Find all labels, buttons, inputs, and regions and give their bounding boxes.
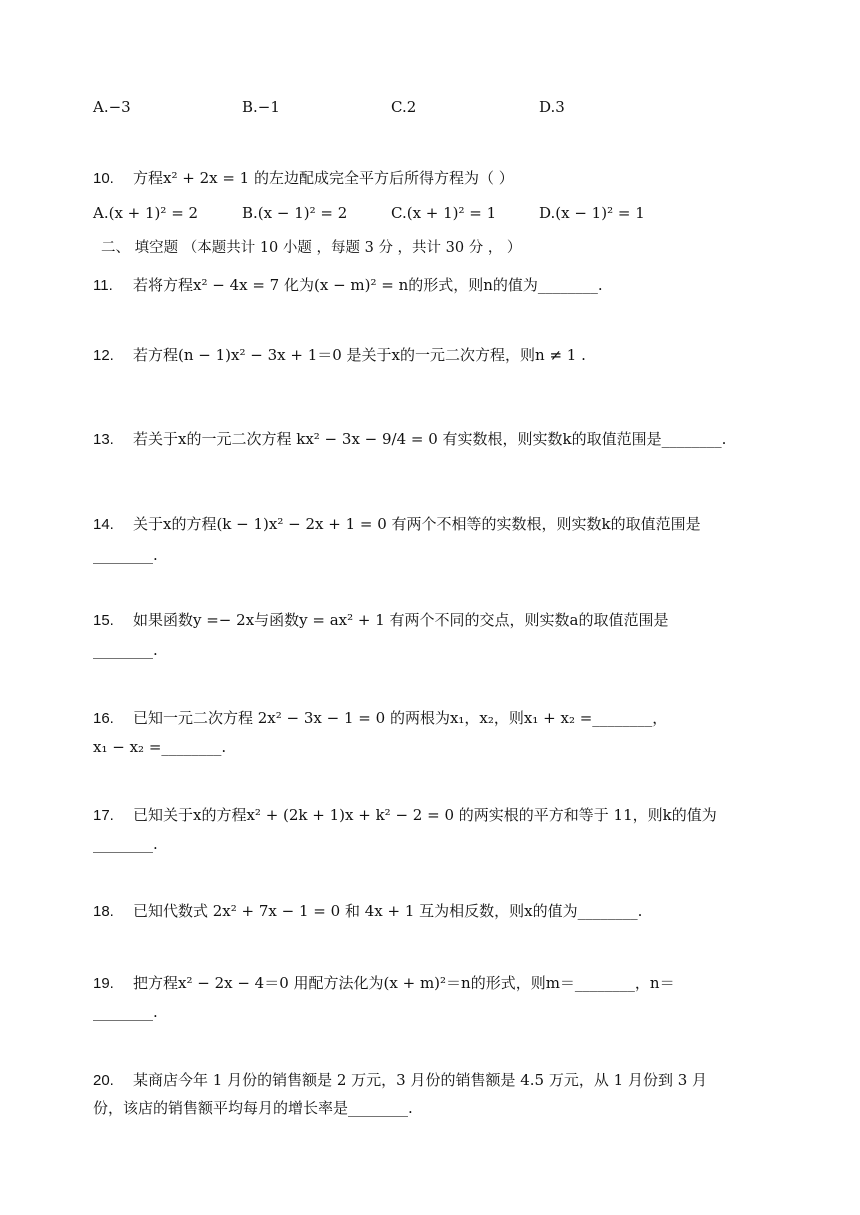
question-19 [93, 973, 675, 994]
question-number: 20. [93, 1072, 114, 1089]
q10-option-d: D.(x − 1)² = 1 [539, 204, 645, 222]
question-text: 方程x² + 2x = 1 的左边配成完全平方后所得方程为（ ） [133, 169, 514, 187]
q10-option-a: A.(x + 1)² = 2 [93, 204, 199, 222]
q9-option-d: D.3 [539, 98, 565, 116]
question-20-line-2: 份，该店的销售额平均每月的增长率是________. [93, 1099, 413, 1117]
question-number: 12. [93, 347, 114, 364]
question-text: 把方程x² − 2x − 4＝0 用配方法化为(x + m)²＝n的形式，则m＝________，n＝ [133, 974, 675, 992]
question-text: 关于x的方程(k − 1)x² − 2x + 1 = 0 有两个不相等的实数根，则实数k的取值范围是 [133, 515, 701, 533]
question-11 [93, 275, 603, 296]
question-number: 17. [93, 807, 114, 824]
question-text: 已知关于x的方程x² + (2k + 1)x + k² − 2 = 0 的两实根的平方和等于 11，则k的值为 [133, 806, 717, 824]
question-18 [93, 901, 642, 922]
q9-option-a: A.−3 [93, 98, 131, 116]
question-text: 已知代数式 2x² + 7x − 1 = 0 和 4x + 1 互为相反数，则x的值为________. [133, 902, 643, 920]
question-19-line-2: ________. [93, 1003, 158, 1021]
question-text: 如果函数y =− 2x与函数y = ax² + 1 有两个不同的交点，则实数a的取值范围是 [133, 611, 669, 629]
q9-option-b: B.−1 [242, 98, 280, 116]
question-16-line-2: x₁ − x₂ =________. [93, 738, 227, 756]
question-number: 19. [93, 975, 114, 992]
question-17 [93, 805, 717, 826]
question-20 [93, 1070, 707, 1091]
question-15-line-2: ________. [93, 641, 158, 659]
question-12 [93, 345, 586, 366]
question-text: 某商店今年 1 月份的销售额是 2 万元，3 月份的销售额是 4.5 万元，从 1 月份到 3 月 [133, 1071, 708, 1089]
q9-option-c: C.2 [391, 98, 417, 116]
q10-option-c: C.(x + 1)² = 1 [391, 204, 497, 222]
question-text: 若方程(n − 1)x² − 3x + 1＝0 是关于x的一元二次方程，则n ≠ 1 . [133, 346, 586, 364]
question-14 [93, 514, 701, 535]
question-text: 若关于x的一元二次方程 kx² − 3x − 9/4 = 0 有实数根，则实数k的取值范围是________. [133, 430, 727, 448]
question-number: 11. [93, 277, 113, 294]
question-number: 10. [93, 170, 114, 187]
question-13 [93, 429, 726, 450]
question-16 [93, 708, 667, 729]
question-number: 14. [93, 516, 114, 533]
question-17-line-2: ________. [93, 835, 158, 853]
section-heading: 二、 填空题 （本题共计 10 小题 ，每题 3 分 ，共计 30 分 ， ） [101, 240, 522, 256]
question-number: 15. [93, 612, 114, 629]
question-text: 已知一元二次方程 2x² − 3x − 1 = 0 的两根为x₁，x₂，则x₁ + x₂ =________， [133, 709, 668, 727]
question-number: 13. [93, 431, 114, 448]
question-number: 18. [93, 903, 114, 920]
question-text: 若将方程x² − 4x = 7 化为(x − m)² = n的形式，则n的值为________. [133, 276, 603, 294]
question-15 [93, 610, 669, 631]
question-10 [93, 168, 514, 189]
question-number: 16. [93, 710, 114, 727]
question-14-line-2: ________. [93, 546, 158, 564]
q10-option-b: B.(x − 1)² = 2 [242, 204, 348, 222]
